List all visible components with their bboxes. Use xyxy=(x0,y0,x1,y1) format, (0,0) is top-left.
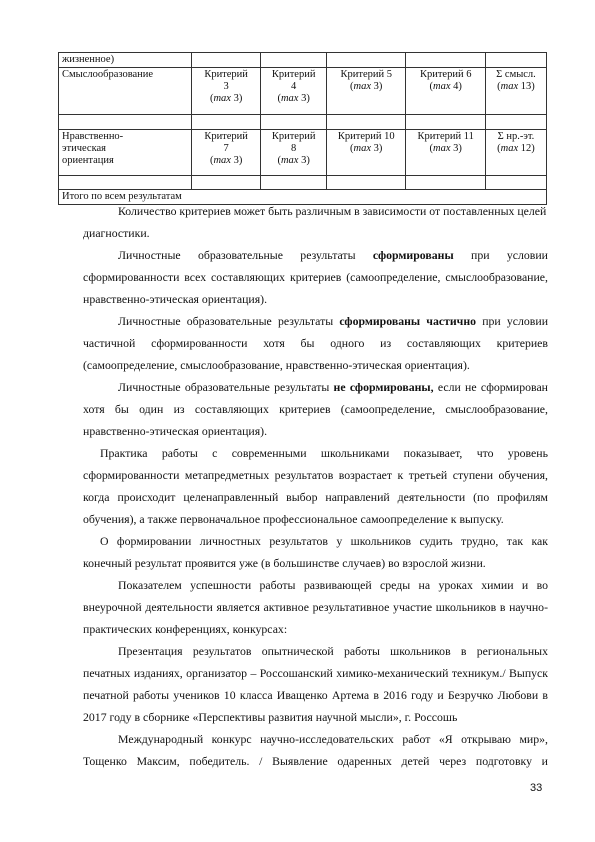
row-label-sense-formation: Смыслообразование xyxy=(59,68,192,115)
criterion-cell: Критерий 6 (max 4) xyxy=(406,68,485,115)
table-cell xyxy=(191,176,260,190)
table-cell xyxy=(261,176,327,190)
text-line: Международный конкурс научно-исследовательских работ «Я открываю мир», xyxy=(118,732,548,746)
table-row xyxy=(59,130,547,176)
criterion-cell: Критерий 3 (max 3) xyxy=(191,68,260,115)
text-line: Показателем успешности работы развивающей среды на уроках химии и во xyxy=(118,578,548,592)
table-cell xyxy=(261,53,327,68)
row-label-moral-orientation: Нравственно- этическая ориентация xyxy=(59,130,192,176)
table-cell xyxy=(406,53,485,68)
table-cell xyxy=(485,176,546,190)
text-line: хотя бы один из составляющих критериев (самоопределение, смыслообразование, xyxy=(83,402,548,416)
text-line: внеурочной деятельности является активное результативное участие школьников в научно- xyxy=(83,600,548,614)
table-cell xyxy=(191,53,260,68)
table-cell xyxy=(327,53,406,68)
text-line: сформированности метапредметных результатов возрастает к третьей ступени обучения, xyxy=(83,468,548,482)
table-row xyxy=(59,53,547,68)
text-line: нравственно-этическая ориентация). xyxy=(83,424,268,438)
table-cell xyxy=(406,176,485,190)
text-line: О формировании личностных результатов у школьников судить трудно, так как xyxy=(100,534,548,548)
table-cell xyxy=(485,53,546,68)
text-line: Презентация результатов опытнической работы школьников в региональных xyxy=(118,644,548,658)
criterion-cell: Критерий 8 (max 3) xyxy=(261,130,327,176)
criterion-cell: Критерий 11 (max 3) xyxy=(406,130,485,176)
text-line: обучения), а также первоначальное профессиональное самоопределение к выпуску. xyxy=(83,512,504,526)
table-cell xyxy=(59,176,192,190)
text-line: Личностные образовательные результаты сформированы при условии xyxy=(118,248,548,262)
text-line: Личностные образовательные результаты сформированы частично при условии xyxy=(118,314,549,328)
text-line: Практика работы с современными школьниками показывает, что уровень xyxy=(100,446,548,460)
text-line: частичной сформированности хотя бы одного из составляющих критериев xyxy=(83,336,548,350)
criteria-table xyxy=(58,52,547,205)
table-cell xyxy=(191,115,260,130)
total-row-label: Итого по всем результатам xyxy=(59,190,547,205)
text-line: Количество критериев может быть различным в зависимости от поставленных целей xyxy=(118,204,547,218)
text-line: сформированности всех составляющих критериев (самоопределение, смыслообразование, xyxy=(83,270,548,284)
page-number: 33 xyxy=(530,782,543,794)
text-line: конечный результат проявится уже (в большинстве случаев) во взрослой жизни. xyxy=(83,556,486,570)
table-row xyxy=(59,115,547,130)
table-cell xyxy=(406,115,485,130)
text-line: печатной работы учеников 10 класса Иващенко Артема в 2016 году и Безручко Любови в xyxy=(83,688,548,702)
table-cell xyxy=(327,115,406,130)
text-line: Личностные образовательные результаты не сформированы, если не сформирован xyxy=(118,380,548,394)
criterion-cell: Критерий 5 (max 3) xyxy=(327,68,406,115)
text-line: 2017 году в сборнике «Перспективы развития научной мысли», г. Россошь xyxy=(83,710,458,724)
table-cell xyxy=(485,115,546,130)
table-cell xyxy=(261,115,327,130)
criterion-cell: Критерий 7 (max 3) xyxy=(191,130,260,176)
criterion-cell: Критерий 4 (max 3) xyxy=(261,68,327,115)
text-line: печатных изданиях, организатор – Россошанский химико-механический техникум./ Выпуск xyxy=(83,666,548,680)
text-line: Тощенко Максим, победитель. / Выявление одаренных детей через подготовку и xyxy=(83,754,548,768)
table-cell: жизненное) xyxy=(59,53,192,68)
table-row xyxy=(59,68,547,115)
text-line: диагностики. xyxy=(83,226,150,240)
sum-cell: Σ нр.-эт. (max 12) xyxy=(485,130,546,176)
text-line: (самоопределение, смыслообразование, нравственно-этическая ориентация). xyxy=(83,358,470,372)
text-line: практических конференциях, конкурсах: xyxy=(83,622,288,636)
text-line: нравственно-этическая ориентация). xyxy=(83,292,268,306)
table-cell xyxy=(59,115,192,130)
sum-cell: Σ смысл. (max 13) xyxy=(485,68,546,115)
criterion-cell: Критерий 10 (max 3) xyxy=(327,130,406,176)
table-row xyxy=(59,176,547,190)
text-line: когда происходит целенаправленный выбор направлений деятельности (по профилям xyxy=(83,490,548,504)
table-cell xyxy=(327,176,406,190)
